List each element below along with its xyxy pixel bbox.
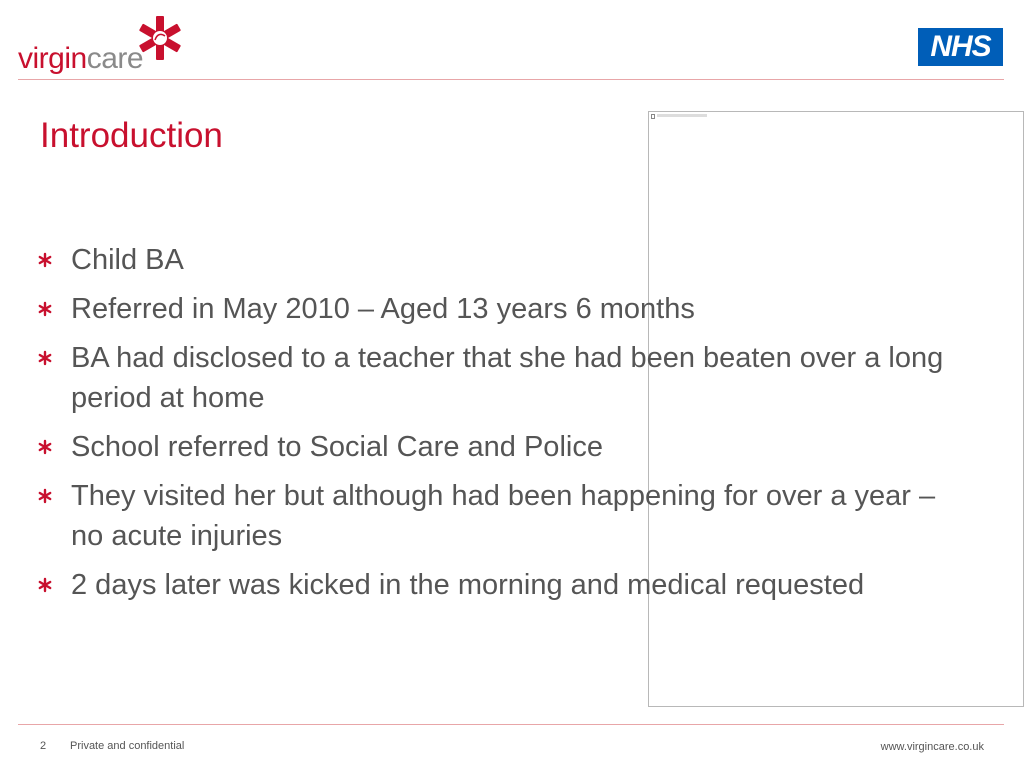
bullet-text: Child BA (71, 244, 184, 276)
virgincare-logo (18, 14, 178, 76)
page-number: 2 (40, 740, 47, 752)
footer-divider (18, 724, 1004, 725)
broken-image-icon (651, 114, 655, 119)
bullet-item (36, 476, 971, 556)
bullet-text: BA had disclosed to a teacher that she had been beaten over a long period at home (71, 342, 944, 414)
nhs-logo-text: NHS (930, 30, 991, 63)
asterisk-icon (37, 252, 53, 268)
bullet-text: Referred in May 2010 – Aged 13 years 6 months (71, 293, 695, 325)
bullet-text: School referred to Social Care and Police (71, 431, 603, 463)
confidentiality-note: Private and confidential (70, 740, 185, 752)
bullet-text: 2 days later was kicked in the morning and medical requested (71, 569, 865, 601)
header-divider (18, 79, 1004, 80)
bullet-item (36, 240, 971, 280)
wordmark-virgin: virgin (18, 42, 87, 75)
asterisk-icon (37, 350, 53, 366)
bullet-item (36, 565, 971, 605)
broken-image-caption (657, 114, 707, 117)
virgincare-wordmark (18, 41, 143, 77)
asterisk-icon (37, 488, 53, 504)
bullet-item (36, 338, 971, 418)
bullet-text: They visited her but although had been happening for over a year – no acute injuries (71, 480, 936, 552)
asterisk-icon (37, 577, 53, 593)
asterisk-icon (37, 301, 53, 317)
bullet-list (36, 240, 971, 614)
slide-title: Introduction (40, 116, 223, 155)
website-link[interactable]: www.virgincare.co.uk (880, 741, 984, 753)
nhs-logo (918, 28, 1003, 66)
wordmark-care: care (86, 42, 144, 75)
virgin-star-icon (136, 14, 184, 62)
bullet-item (36, 289, 971, 329)
asterisk-icon (37, 439, 53, 455)
bullet-item (36, 427, 971, 467)
